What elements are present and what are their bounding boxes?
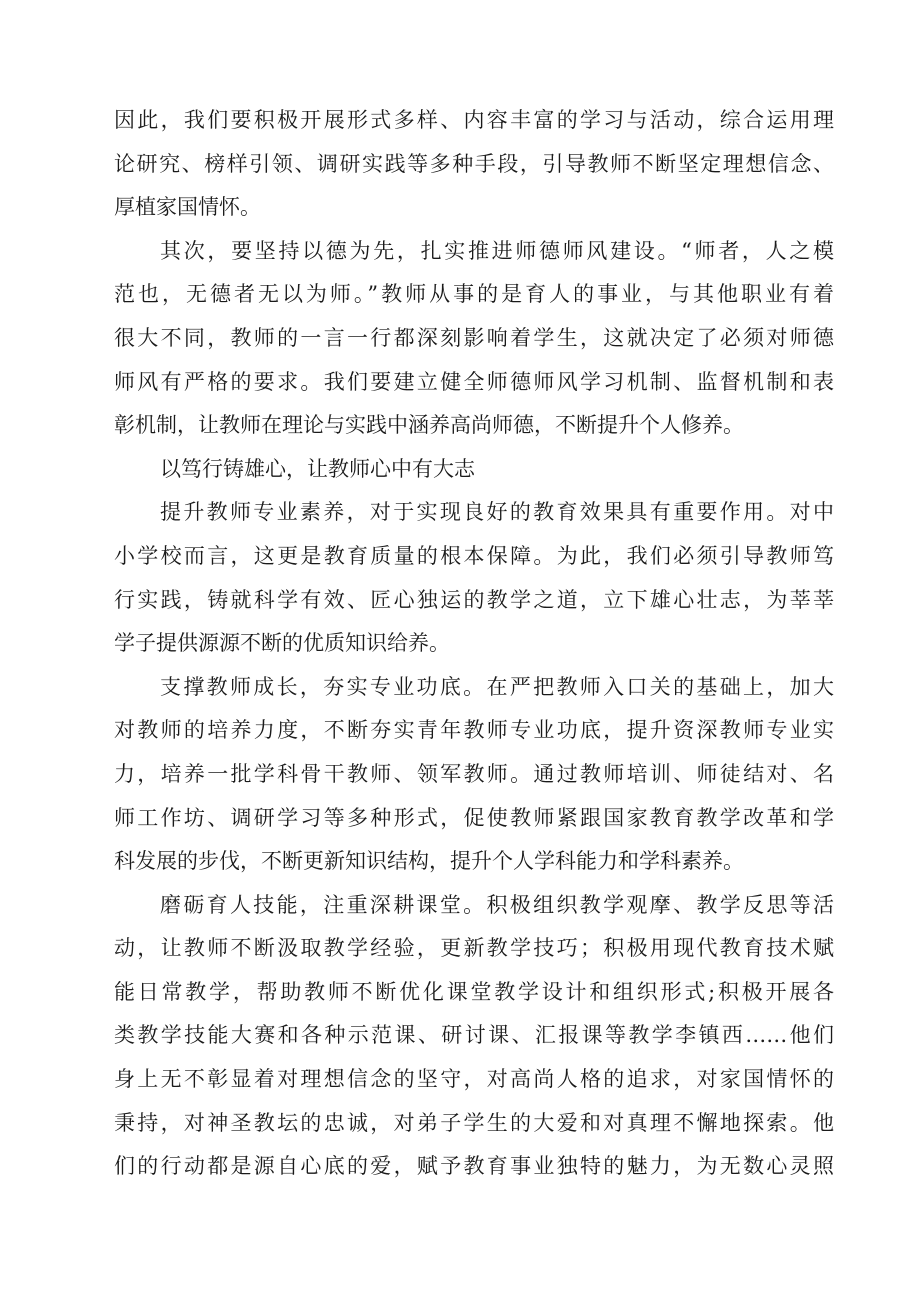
text-line: 科发展的步伐，不断更新知识结构，提升个人学科能力和学科素养。 xyxy=(114,849,744,874)
text-line: 厚植家国情怀。 xyxy=(114,195,261,220)
text-line: 师工作坊、调研学习等多种形式，促使教师紧跟国家教育教学改革和学 xyxy=(114,805,834,830)
text-line: 彰机制，让教师在理论与实践中涵养高尚师德，不断提升个人修养。 xyxy=(114,413,744,438)
text-line: 秉持，对神圣教坛的忠诚，对弟子学生的大爱和对真理不懈地探索。他 xyxy=(114,1110,834,1135)
paragraph-first-line: 提升教师专业素养，对于实现良好的教育效果具有重要作用。对中 xyxy=(160,500,834,525)
text-line: 小学校而言，这更是教育质量的根本保障。为此，我们必须引导教师笃 xyxy=(114,543,834,568)
text-line: 论研究、榜样引领、调研实践等多种手段，引导教师不断坚定理想信念、 xyxy=(114,151,834,176)
text-line: 范也，无德者无以为师。”教师从事的是育人的事业，与其他职业有着 xyxy=(114,282,834,307)
paragraph-first-line: 以笃行铸雄心，让教师心中有大志 xyxy=(160,456,475,481)
text-line: 动，让教师不断汲取教学经验，更新教学技巧；积极用现代教育技术赋 xyxy=(114,936,834,961)
text-line: 能日常教学，帮助教师不断优化课堂教学设计和组织形式;积极开展各 xyxy=(114,979,834,1004)
text-line: 很大不同，教师的一言一行都深刻影响着学生，这就决定了必须对师德 xyxy=(114,325,834,350)
text-line: 因此，我们要积极开展形式多样、内容丰富的学习与活动，综合运用理 xyxy=(114,108,834,132)
text-line: 们的行动都是源自心底的爱，赋予教育事业独特的魅力，为无数心灵照 xyxy=(114,1154,834,1179)
text-line: 力，培养一批学科骨干教师、领军教师。通过教师培训、师徒结对、名 xyxy=(114,761,834,786)
text-line: 身上无不彰显着对理想信念的坚守，对高尚人格的追求，对家国情怀的 xyxy=(114,1067,834,1092)
text-line: 对教师的培养力度，不断夯实青年教师专业功底，提升资深教师专业实 xyxy=(114,718,834,743)
paragraph-first-line: 其次，要坚持以德为先，扎实推进师德师风建设。“师者，人之模 xyxy=(160,238,834,263)
paragraph-first-line: 磨砺育人技能，注重深耕课堂。积极组织教学观摩、教学反思等活 xyxy=(160,892,834,917)
text-line: 学子提供源源不断的优质知识给养。 xyxy=(114,631,450,656)
text-line: 类教学技能大赛和各种示范课、研讨课、汇报课等教学李镇西……他们 xyxy=(114,1023,834,1048)
text-line: 师风有严格的要求。我们要建立健全师德师风学习机制、监督机制和表 xyxy=(114,369,834,394)
paragraph-first-line: 支撑教师成长，夯实专业功底。在严把教师入口关的基础上，加大 xyxy=(160,674,834,699)
body-text xyxy=(114,99,834,1189)
text-line: 行实践，铸就科学有效、匠心独运的教学之道，立下雄心壮志，为莘莘 xyxy=(114,587,834,612)
